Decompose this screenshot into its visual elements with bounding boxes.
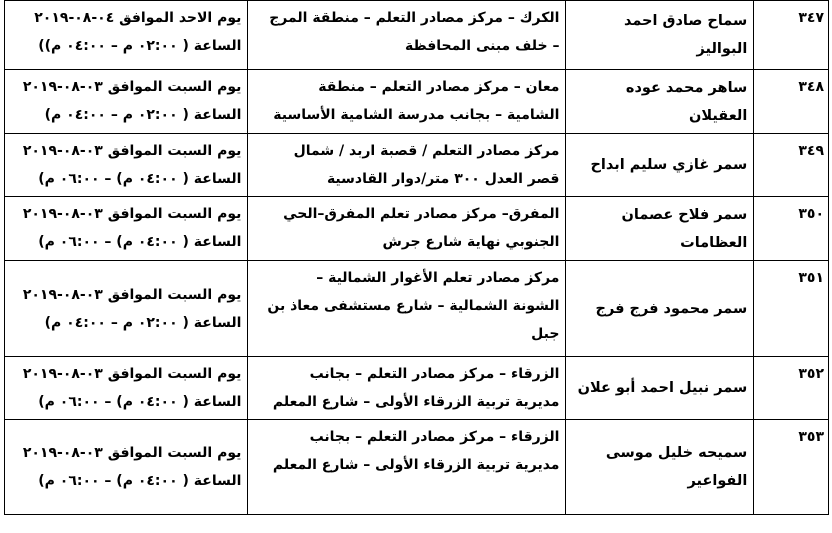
location-line: مركز مصادر تعلم الأغوار الشمالية –	[316, 270, 560, 286]
location-line: الشامية – بجانب مدرسة الشامية الأساسية	[273, 107, 560, 123]
location-line: الكرك – مركز مصادر التعلم – منطقة المرج	[269, 10, 560, 26]
hour-line: الساعة ( ٠٤:٠٠ م) – ٠٦:٠٠ م)	[38, 394, 242, 410]
time-cell	[5, 134, 248, 197]
location-cell	[248, 420, 566, 515]
schedule-table	[4, 0, 829, 515]
person-name: سميحه خليل موسى الفواعير	[566, 420, 754, 515]
table-row	[5, 420, 829, 515]
table-row	[5, 197, 829, 261]
time-cell	[5, 261, 248, 357]
location-cell	[248, 197, 566, 261]
time-cell	[5, 70, 248, 134]
table-row	[5, 357, 829, 420]
location-line: جبل	[531, 326, 560, 342]
hour-line: الساعة ( ٠٤:٠٠ م) – ٠٦:٠٠ م)	[38, 234, 242, 250]
date-line: يوم السبت الموافق ٠٣-٠٨-٢٠١٩	[22, 143, 242, 159]
person-name: ساهر محمد عوده العقيلان	[566, 70, 754, 134]
location-cell	[248, 134, 566, 197]
person-name: سماح صادق احمد البواليز	[566, 1, 754, 70]
location-line: الشونة الشمالية – شارع مستشفى معاذ بن	[267, 298, 560, 314]
person-name: سمر محمود فرج فرج	[566, 261, 754, 357]
row-number: ٣٤٨	[754, 70, 829, 134]
row-number: ٣٥٢	[754, 357, 829, 420]
location-line: قصر العدل ٣٠٠ متر/دوار القادسية	[326, 171, 560, 187]
location-cell	[248, 261, 566, 357]
location-line: معان – مركز مصادر التعلم – منطقة	[318, 79, 560, 95]
location-line: مديرية تربية الزرقاء الأولى – شارع المعلم	[272, 457, 560, 473]
table-row	[5, 70, 829, 134]
hour-line: الساعة ( ٠٤:٠٠ م) – ٠٦:٠٠ م)	[38, 171, 242, 187]
table-row	[5, 134, 829, 197]
person-name: سمر فلاح عصمان العظامات	[566, 197, 754, 261]
row-number: ٣٤٩	[754, 134, 829, 197]
row-number: ٣٥١	[754, 261, 829, 357]
location-line: الزرقاء – مركز مصادر التعلم – بجانب	[309, 429, 560, 445]
person-name: سمر غازي سليم ابداح	[566, 134, 754, 197]
location-line: مركز مصادر التعلم / قصبة اربد / شمال	[293, 143, 560, 159]
table-row	[5, 261, 829, 357]
time-cell	[5, 197, 248, 261]
person-name: سمر نبيل احمد أبو علان	[566, 357, 754, 420]
hour-line: الساعة ( ٠٤:٠٠ م) – ٠٦:٠٠ م)	[38, 473, 242, 489]
hour-line: الساعة ( ٠٢:٠٠ م – ٠٤:٠٠ م)	[44, 107, 242, 123]
location-cell	[248, 357, 566, 420]
row-number: ٣٤٧	[754, 1, 829, 70]
row-number: ٣٥٣	[754, 420, 829, 515]
location-line: المفرق– مركز مصادر تعلم المفرق–الحي	[283, 206, 560, 222]
time-cell	[5, 1, 248, 70]
location-cell	[248, 70, 566, 134]
time-cell	[5, 357, 248, 420]
date-line: يوم السبت الموافق ٠٣-٠٨-٢٠١٩	[22, 206, 242, 222]
date-line: يوم السبت الموافق ٠٣-٠٨-٢٠١٩	[22, 366, 242, 382]
date-line: يوم السبت الموافق ٠٣-٠٨-٢٠١٩	[22, 445, 242, 461]
location-line: مديرية تربية الزرقاء الأولى – شارع المعلم	[272, 394, 560, 410]
location-line: – خلف مبنى المحافظة	[405, 38, 560, 54]
table-row	[5, 1, 829, 70]
hour-line: الساعة ( ٠٢:٠٠ م – ٠٤:٠٠ م)	[44, 314, 242, 331]
row-number: ٣٥٠	[754, 197, 829, 261]
date-line: يوم السبت الموافق ٠٣-٠٨-٢٠١٩	[22, 79, 242, 95]
hour-line: الساعة ( ٠٢:٠٠ م – ٠٤:٠٠ م))	[38, 38, 242, 54]
date-line: يوم السبت الموافق ٠٣-٠٨-٢٠١٩	[22, 286, 242, 303]
date-line: يوم الاحد الموافق ٠٤-٠٨-٢٠١٩	[34, 10, 242, 26]
location-line: الجنوبي نهاية شارع جرش	[382, 234, 560, 250]
location-line: الزرقاء – مركز مصادر التعلم – بجانب	[309, 366, 560, 382]
location-cell	[248, 1, 566, 70]
time-cell	[5, 420, 248, 515]
